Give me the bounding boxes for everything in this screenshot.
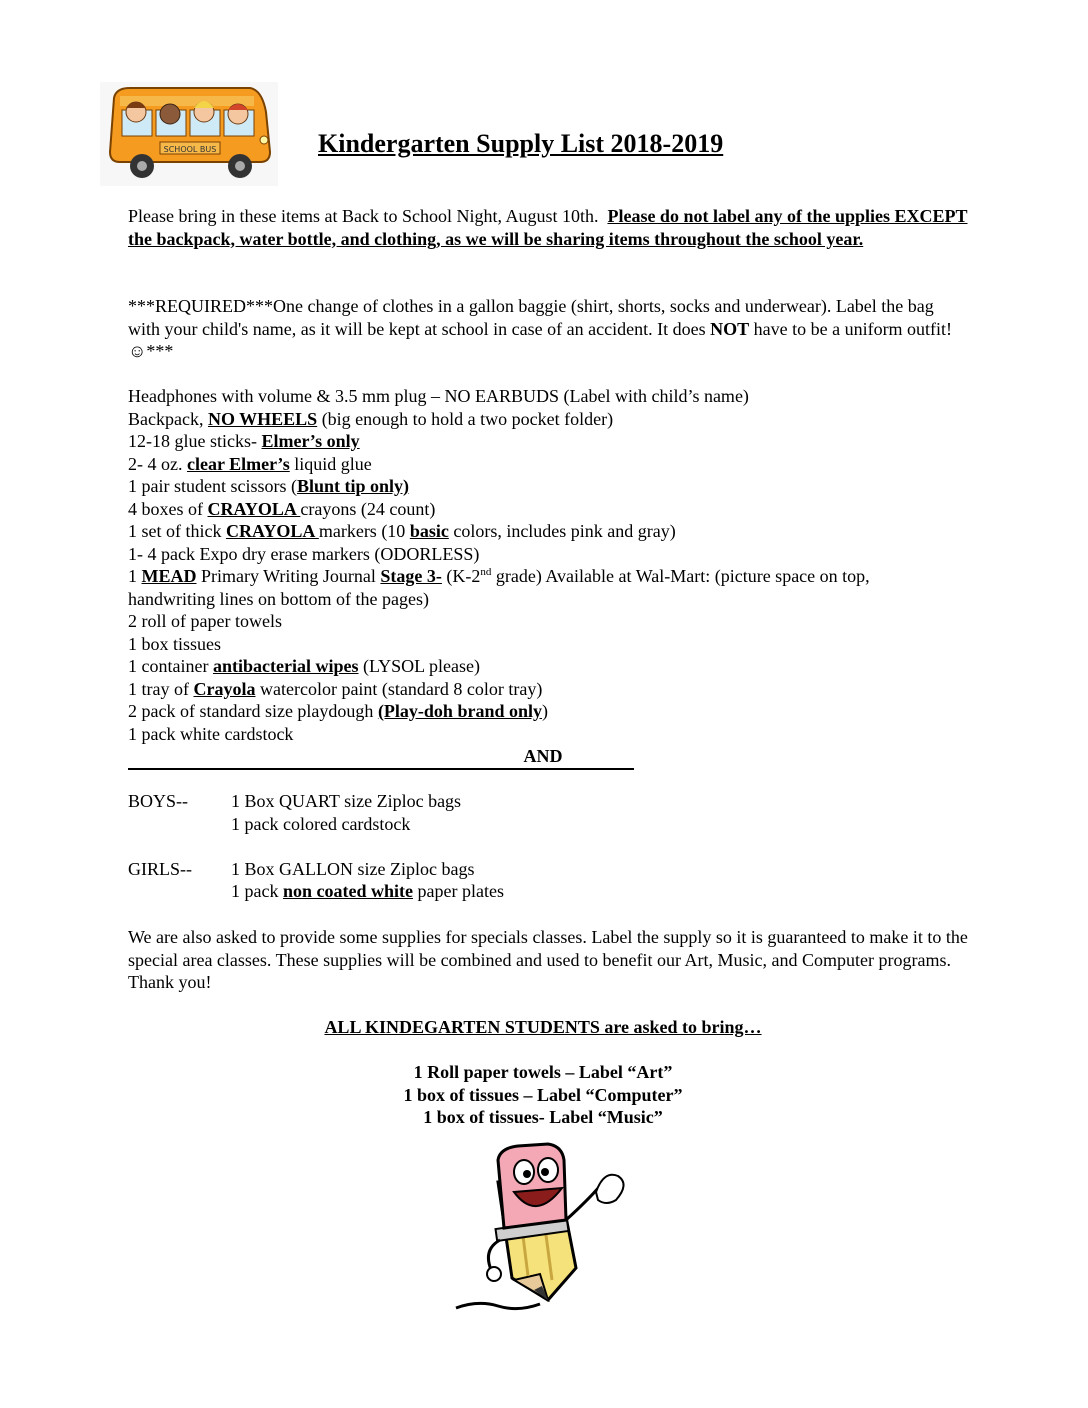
list-item-mead: 1 MEAD Primary Writing Journal Stage 3- (K-2nd grade) Available at Wal-Mart: (picture space on top,	[128, 566, 870, 586]
girls-item: 1 Box GALLON size Ziploc bags	[231, 859, 475, 879]
divider-line	[128, 768, 634, 770]
intro-text: Please bring in these items at Back to School Night, August 10th.	[128, 206, 599, 226]
girls-item: 1 pack non coated white paper plates	[231, 881, 504, 901]
list-item: 2 pack of standard size playdough (Play-doh brand only)	[128, 701, 548, 721]
specials-item: 1 box of tissues – Label “Computer”	[403, 1084, 683, 1105]
boys-item: 1 Box QUART size Ziploc bags	[231, 791, 462, 811]
list-item: 1 box tissues	[128, 633, 222, 654]
specials-paragraph: We are also asked to provide some supplies for specials classes. Label the supply so it is guaranteed to make it to the special area classes. These supplies will be combined and used to benefit our Art, Music, and Computer programs. Thank you!	[128, 927, 968, 992]
specials-item: 1 box of tissues- Label “Music”	[423, 1107, 663, 1127]
list-item: 12-18 glue sticks- Elmer’s only	[128, 431, 360, 451]
page-title: Kindergarten Supply List 2018-2019	[318, 129, 724, 158]
list-item: 2- 4 oz. clear Elmer’s liquid glue	[128, 453, 372, 474]
list-item: 1 pack white cardstock	[128, 723, 294, 744]
boys-label: BOYS--	[128, 791, 189, 811]
list-item: Backpack, NO WHEELS (big enough to hold a two pocket folder)	[128, 408, 614, 429]
boys-item: 1 pack colored cardstock	[231, 814, 411, 834]
required-text-end: ***	[146, 341, 174, 361]
not-emphasis: NOT	[710, 318, 750, 339]
girls-label: GIRLS--	[128, 859, 192, 879]
required-paragraph	[128, 295, 968, 363]
specials-list	[128, 1061, 958, 1129]
no-label-notice: Please do not label any of the upplies EXCEPT the backpack, water bottle, and clothing, as we will be sharing items throughout the school year.	[128, 206, 968, 249]
required-text-cont: have to be a uniform outfit!	[749, 318, 953, 339]
list-item: 1 pair student scissors (Blunt tip only)	[128, 476, 410, 496]
school-bus-illustration	[100, 82, 278, 186]
list-item: 1 set of thick CRAYOLA markers (10 basic colors, includes pink and gray)	[128, 521, 676, 541]
pencil-mascot-illustration	[448, 1140, 648, 1320]
list-item: 1- 4 pack Expo dry erase markers (ODORLESS)	[128, 543, 480, 564]
all-students-heading: ALL KINDEGARTEN STUDENTS are asked to bring…	[324, 1017, 762, 1037]
list-item: Headphones with volume & 3.5 mm plug – NO EARBUDS (Label with child’s name)	[128, 386, 749, 406]
list-item-mead-cont: handwriting lines on bottom of the pages)	[128, 588, 429, 609]
list-item: 4 boxes of CRAYOLA crayons (24 count)	[128, 498, 436, 519]
bus-label: SCHOOL BUS	[163, 145, 217, 154]
list-item: 1 tray of Crayola watercolor paint (standard 8 color tray)	[128, 678, 543, 699]
required-text: ***REQUIRED***One change of clothes in a gallon baggie (shirt, shorts, socks and underwear). Label the bag with your child's name, as it will be kept at school in case of an accident. It does	[128, 296, 934, 339]
and-label: AND	[523, 746, 563, 766]
list-item: 2 roll of paper towels	[128, 611, 282, 631]
list-item: 1 container antibacterial wipes (LYSOL please)	[128, 656, 480, 676]
specials-item: 1 Roll paper towels – Label “Art”	[413, 1062, 673, 1082]
smiley-icon: ☺	[128, 341, 147, 361]
supply-list	[128, 385, 968, 745]
intro-paragraph	[128, 205, 968, 250]
